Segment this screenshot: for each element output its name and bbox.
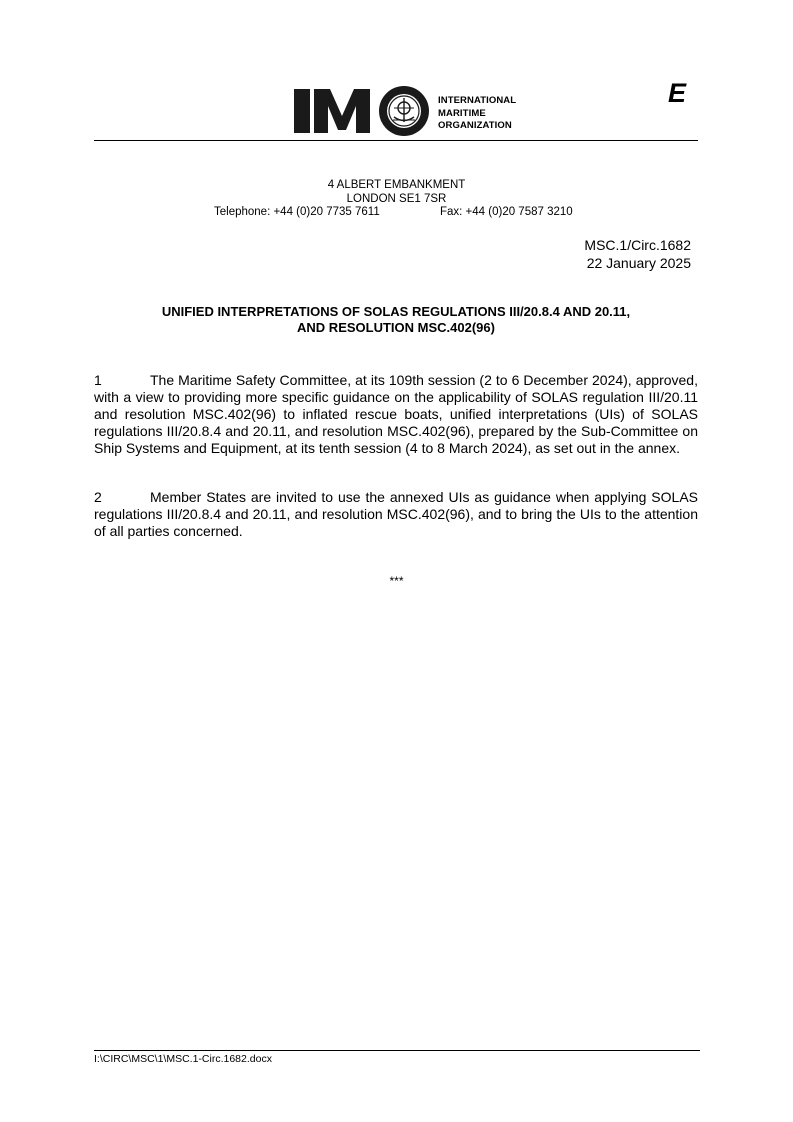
section-separator: *** (389, 574, 404, 588)
document-title (94, 304, 698, 336)
paragraph-number: 2 (94, 489, 102, 505)
circular-number: MSC.1/Circ.1682 (584, 237, 691, 253)
fax: Fax: +44 (0)20 7587 3210 (440, 206, 573, 218)
circular-date: 22 January 2025 (586, 255, 691, 271)
address-line-1: 4 ALBERT EMBANKMENT (327, 179, 466, 191)
address-line-2: LONDON SE1 7SR (346, 193, 447, 205)
paragraph-2 (94, 489, 698, 540)
telephone: Telephone: +44 (0)20 7735 7611 (214, 206, 380, 218)
org-line: INTERNATIONAL (438, 95, 517, 106)
paragraph-text: The Maritime Safety Committee, at its 109th session (2 to 6 December 2024), approved, with a view to providing more specific guidance on the applicability of SOLAS regulation III/20.11 and resolution MSC.402(96) to inflated rescue boats, unified interpretations (UIs) of SOLAS regulations III/20.8.4 and 20.11, and resolution MSC.402(96), prepared by the Sub-Committee on Ship Systems and Equipment, at its tenth session (4 to 8 March 2024), as set out in the annex. (94, 372, 698, 456)
title-line-1: UNIFIED INTERPRETATIONS OF SOLAS REGULATIONS III/20.8.4 AND 20.11, (161, 304, 631, 319)
footer-file-path: I:\CIRC\MSC\1\MSC.1-Circ.1682.docx (94, 1053, 272, 1065)
header-divider (94, 140, 698, 141)
org-line: ORGANIZATION (438, 120, 512, 131)
paragraph-text: Member States are invited to use the annexed UIs as guidance when applying SOLAS regulations III/20.8.4 and 20.11, and resolution MSC.402(96), and to bring the UIs to the attention of all parties concerned. (94, 489, 698, 539)
language-indicator: E (668, 78, 687, 108)
imo-logo (294, 86, 434, 136)
paragraph-1 (94, 372, 698, 457)
title-line-2: AND RESOLUTION MSC.402(96) (297, 320, 495, 335)
footer-divider (94, 1050, 700, 1051)
organization-name (438, 95, 516, 133)
reference-block (584, 236, 691, 272)
paragraph-number: 1 (94, 372, 102, 388)
address-block (0, 178, 793, 206)
org-line: MARITIME (438, 107, 486, 119)
